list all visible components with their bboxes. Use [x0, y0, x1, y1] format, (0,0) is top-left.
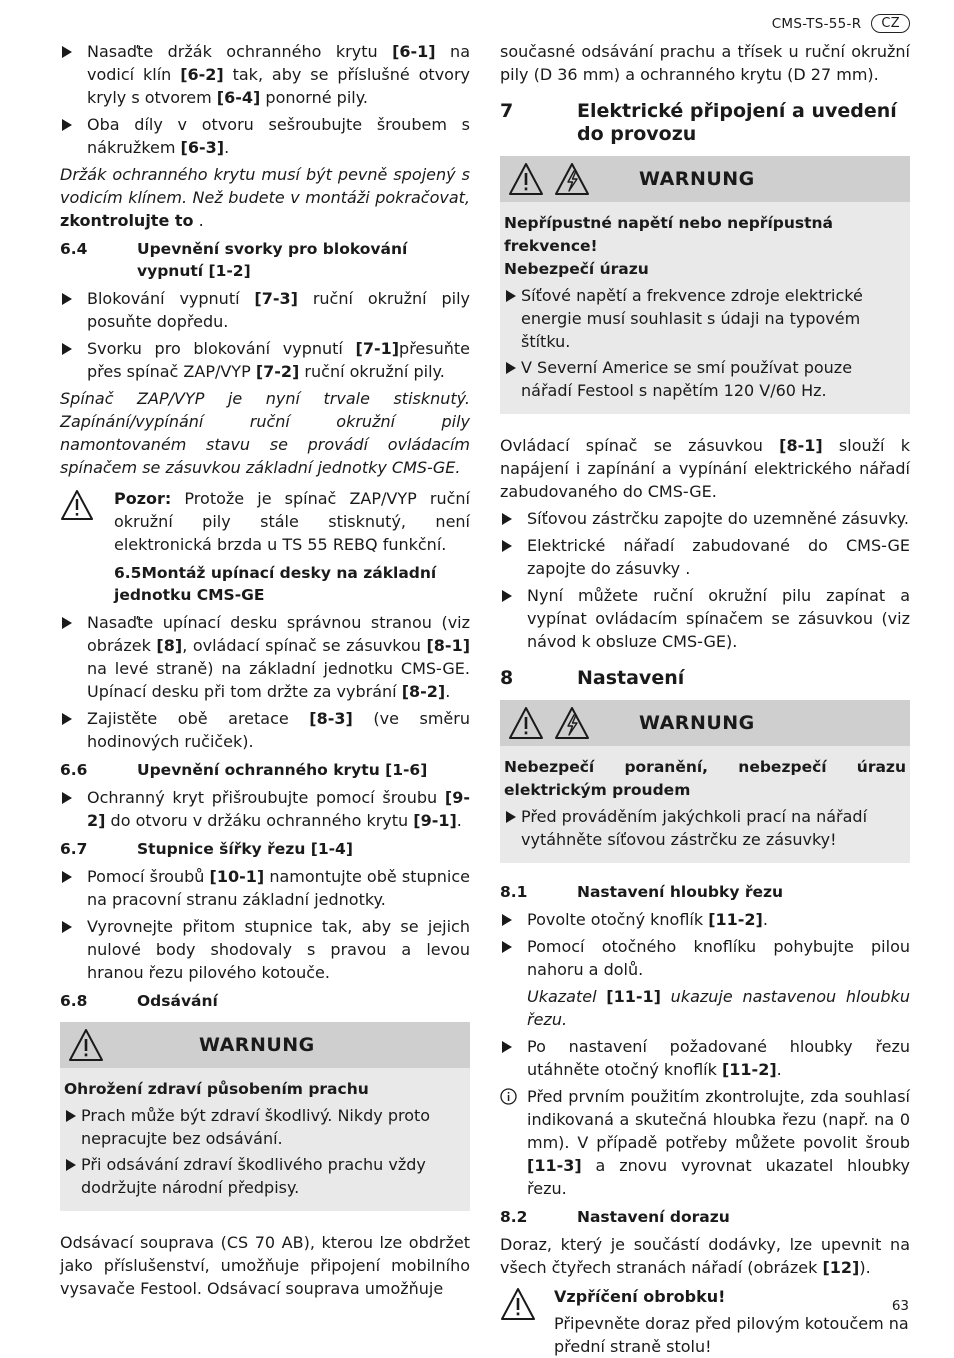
list-item: Ochranný kryt přišroubujte pomocí šroubu [9-2] do otvoru v držáku ochranného krytu [9-1].	[60, 786, 470, 832]
section-heading: 6.5Montáž upínací desky na základní jednotku CMS-GE	[114, 564, 437, 604]
chapter-heading: 7 Elektrické připojení a uvedení do provozu	[500, 100, 897, 145]
model-code: CMS-TS-55-R	[771, 15, 862, 32]
bullet-arrow-icon	[62, 293, 72, 305]
section-heading: 6.8 Odsávání	[60, 992, 218, 1010]
list-item: Pomocí otočného knoflíku pohybujte pilou nahoru a dolů.	[500, 935, 910, 981]
bullet-arrow-icon	[502, 1041, 512, 1053]
warning-triangle-icon	[60, 489, 94, 527]
chapter-heading: 8 Nastavení	[500, 667, 685, 689]
body-paragraph: Odsávací souprava (CS 70 AB), kterou lze obdržet jako příslušenství, umožňuje připojení mobilního vysavače Festool. Odsávací souprava umožňuje	[60, 1233, 470, 1298]
list-item: Po nastavení požadované hloubky řezu utáhněte otočný knoflík [11-2].	[500, 1035, 910, 1081]
bullet-arrow-icon	[502, 513, 512, 525]
list-item: Zajistěte obě aretace [8-3] (ve směru hodinových ručiček).	[60, 707, 470, 753]
warning-triangle-icon	[66, 1025, 106, 1065]
note-paragraph: Ukazatel [11-1] ukazuje nastavenou hloubku řezu.	[527, 987, 910, 1029]
warning-item: Před prováděním jakýchkoli prací na nářadí vytáhněte síťovou zástrčku ze zásuvky!	[504, 805, 906, 851]
bullet-arrow-icon	[502, 590, 512, 602]
left-column	[60, 40, 470, 1300]
list-item: Nasaďte držák ochranného krytu [6-1] na vodicí klín [6-2] tak, aby se příslušné otvory kryly s otvorem [6-4] ponorné pily.	[60, 40, 470, 109]
list-item: Povolte otočný knoflík [11-2].	[500, 908, 910, 931]
warning-header	[60, 1022, 470, 1068]
section-heading: 6.7 Stupnice šířky řezu [1-4]	[60, 840, 353, 858]
list-item: Síťovou zástrčku zapojte do uzemněné zásuvky.	[500, 507, 910, 530]
bullet-arrow-icon	[62, 46, 72, 58]
body-paragraph: Ovládací spínač se zásuvkou [8-1] slouží k napájení i zapínání a vypínání elektrického nářadí zabudovaného do CMS-GE.	[500, 436, 910, 501]
bullet-arrow-icon	[62, 343, 72, 355]
list-item: Vyrovnejte přitom stupnice tak, aby se jejich nulové body shodovaly s pravou a levou hranou řezu pilového kotouče.	[60, 915, 470, 984]
warning-title: WARNUNG	[639, 712, 755, 734]
bullet-arrow-icon	[506, 290, 516, 302]
warning-label: Nebezpečí úrazu	[504, 260, 649, 278]
warning-triangle-icon	[506, 159, 546, 199]
page-header	[772, 14, 910, 33]
caution-note: Vzpříčení obrobku! Připevněte doraz před pilovým kotoučem na přední straně stolu!	[500, 1285, 910, 1358]
bullet-arrow-icon	[506, 362, 516, 374]
note-paragraph: Držák ochranného krytu musí být pevně spojený s vodicím klínem. Než budete v montáži pokračovat, zkontrolujte to .	[60, 165, 470, 230]
section-heading: 8.1 Nastavení hloubky řezu	[500, 883, 784, 901]
warning-title: WARNUNG	[639, 168, 755, 190]
warning-item: V Severní Americe se smí používat pouze nářadí Festool s napětím 120 V/60 Hz.	[504, 356, 906, 402]
bullet-arrow-icon	[62, 921, 72, 933]
bullet-arrow-icon	[502, 941, 512, 953]
bullet-arrow-icon	[62, 871, 72, 883]
warning-title: WARNUNG	[199, 1034, 315, 1056]
list-item: Blokování vypnutí [7-3] ruční okružní pily posuňte dopředu.	[60, 287, 470, 333]
warning-label: Nebezpečí poranění, nebezpečí úrazu elektrickým proudem	[504, 758, 906, 799]
bullet-arrow-icon	[62, 617, 72, 629]
page-number: 63	[891, 1298, 909, 1314]
bullet-arrow-icon	[502, 540, 512, 552]
bullet-arrow-icon	[62, 119, 72, 131]
warning-triangle-icon	[500, 1287, 536, 1327]
note-paragraph: Spínač ZAP/VYP je nyní trvale stisknutý. Zapínání/vypínání ruční okružní pily namontovaném stavu se provádí ovládacím spínačem se zásuvkou základní jednotky CMS-GE.	[60, 389, 470, 477]
list-item: Nyní můžete ruční okružní pilu zapínat a vypínat ovládacím spínačem se zásuvkou (viz návod k obsluze CMS-GE).	[500, 584, 910, 653]
warning-label: Ohrožení zdraví působením prachu	[64, 1080, 369, 1098]
list-item: Svorku pro blokování vypnutí [7-1]přesuňte přes spínač ZAP/VYP [7-2] ruční okružní pily.	[60, 337, 470, 383]
info-icon	[500, 1088, 517, 1111]
warning-triangle-icon	[506, 703, 546, 743]
electric-hazard-icon	[552, 703, 592, 743]
section-heading: 8.2 Nastavení dorazu	[500, 1208, 730, 1226]
caution-note: Pozor: Protože je spínač ZAP/VYP ruční okružní pily stále stisknutý, není elektronická brzda u TS 55 REBQ funkční.	[60, 487, 470, 556]
list-item: Elektrické nářadí zabudované do CMS-GE zapojte do zásuvky .	[500, 534, 910, 580]
list-item: Nasaďte upínací desku správnou stranou (viz obrázek [8], ovládací spínač se zásuvkou [8-1] na levé straně) na základní jednotku CMS-GE. Upínací desku při tom držte za vybrání [8-2].	[60, 611, 470, 703]
bullet-arrow-icon	[66, 1110, 76, 1122]
language-badge: CZ	[871, 14, 910, 33]
body-paragraph: současné odsávání prachu a třísek u ruční okružní pily (D 36 mm) a ochranného krytu (D 27 mm).	[500, 42, 910, 84]
list-item: Pomocí šroubů [10-1] namontujte obě stupnice na pracovní stranu základní jednotky.	[60, 865, 470, 911]
warning-header	[500, 156, 910, 202]
section-heading: 6.6 Upevnění ochranného krytu [1-6]	[60, 761, 428, 779]
warning-item: Při odsávání zdraví škodlivého prachu vždy dodržujte národní předpisy.	[64, 1153, 466, 1199]
bullet-arrow-icon	[66, 1159, 76, 1171]
info-note: Před prvním použitím zkontrolujte, zda souhlasí indikovaná a skutečná hloubka řezu (např. na 0 mm). V případě potřeby můžete povolit šroub [11-3] a znovu vyrovnat ukazatel hloubky řezu.	[500, 1085, 910, 1200]
warning-header	[500, 700, 910, 746]
warning-box	[500, 156, 910, 414]
warning-item: Prach může být zdraví škodlivý. Nikdy proto nepracujte bez odsávání.	[64, 1104, 466, 1150]
list-item: Oba díly v otvoru sešroubujte šroubem s nákružkem [6-3].	[60, 113, 470, 159]
warning-label: Nepřípustné napětí nebo nepřípustná frekvence!	[504, 214, 834, 255]
warning-item: Síťové napětí a frekvence zdroje elektrické energie musí souhlasit s údaji na typovém štítku.	[504, 284, 906, 353]
bullet-arrow-icon	[502, 914, 512, 926]
bullet-arrow-icon	[62, 792, 72, 804]
bullet-arrow-icon	[506, 811, 516, 823]
right-column	[500, 40, 910, 1358]
section-heading: 6.4 Upevnění svorky pro blokování vypnutí [1-2]	[60, 240, 408, 280]
bullet-arrow-icon	[62, 713, 72, 725]
body-paragraph: Doraz, který je součástí dodávky, lze upevnit na všech čtyřech stranách nářadí (obrázek [12]).	[500, 1235, 910, 1277]
warning-box	[60, 1022, 470, 1211]
electric-hazard-icon	[552, 159, 592, 199]
warning-box	[500, 700, 910, 863]
